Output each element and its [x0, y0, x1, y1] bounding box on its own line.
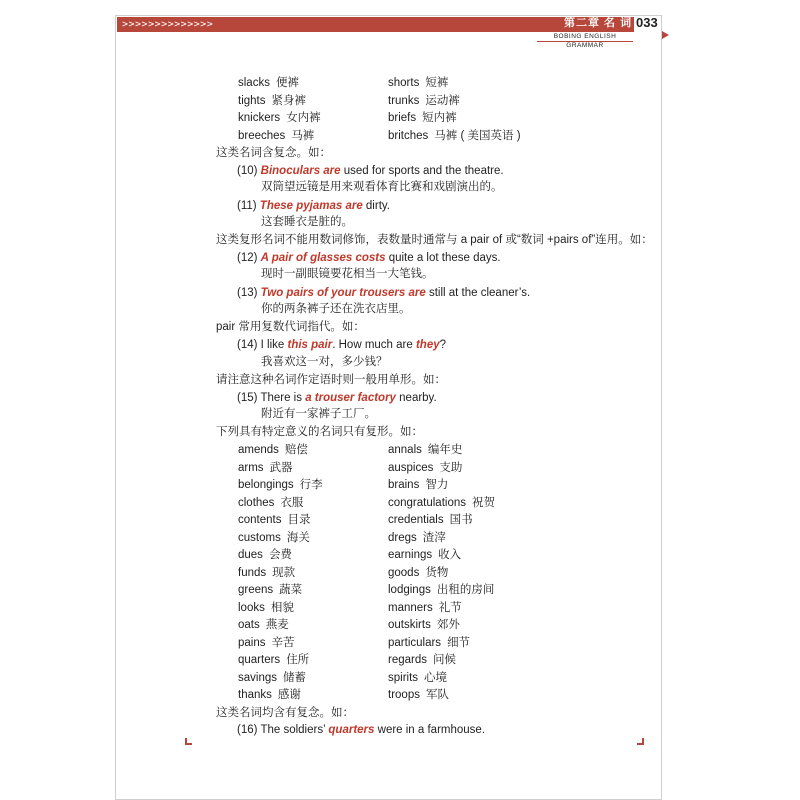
example-text: nearby. [395, 392, 437, 404]
word-entry [388, 495, 495, 511]
word-chinese: 赔偿 [284, 444, 308, 456]
paragraph: 这类复形名词不能用数词修饰，表数量时通常与 a pair of 或“数词 +pairs of”连用。如： [216, 234, 653, 246]
example-11 [237, 198, 390, 214]
paragraph: 这类名词均含有复念。如： [216, 707, 354, 719]
word-chinese: 短裤 [425, 77, 449, 89]
example-text: (15) There is [237, 392, 306, 404]
word-entry [388, 635, 470, 651]
word-english: greens [238, 584, 274, 596]
word-english: thanks [238, 689, 272, 701]
paragraph: 请注意这种名词作定语时则一般用单形。如： [216, 374, 446, 386]
word-entry [238, 547, 292, 563]
highlight-text: A pair of glasses costs [260, 252, 386, 264]
word-chinese: 住所 [286, 654, 310, 666]
word-english: particulars [388, 636, 442, 649]
word-english: clothes [238, 496, 275, 509]
example-text: (16) The soldiers’ [237, 724, 329, 736]
example-text: ? [439, 339, 447, 351]
word-english: oats [238, 619, 260, 631]
header-subtitle: BOBING ENGLISH GRAMMAR [537, 32, 633, 42]
paragraph: 这类名词含复念。如： [216, 147, 331, 159]
word-english: dues [238, 549, 263, 561]
word-chinese: 国书 [449, 514, 473, 526]
word-entry [388, 128, 521, 144]
word-english: quarters [238, 654, 281, 666]
example-13 [237, 285, 530, 301]
example-text: used for sports and the theatre. [340, 165, 504, 177]
word-chinese: 祝贺 [472, 496, 495, 509]
example-13-translation: 你的两条裤子还在洗衣店里。 [261, 303, 411, 315]
word-entry [388, 687, 449, 703]
word-english: troops [388, 689, 420, 701]
word-english: auspices [388, 461, 434, 474]
word-entry [388, 582, 494, 598]
word-chinese: 感谢 [277, 689, 301, 701]
highlight-text: Binoculars are [260, 165, 341, 177]
word-chinese: 智力 [425, 479, 449, 491]
word-entry [388, 547, 461, 563]
example-16 [237, 722, 485, 738]
example-12-translation: 现时一副眼镜要花相当一大笔钱。 [261, 268, 434, 280]
word-english: earnings [388, 549, 433, 561]
example-text: . How much are [332, 339, 416, 351]
highlight-text: this pair [287, 339, 333, 351]
word-chinese: 心境 [424, 671, 448, 684]
word-english: annals [388, 444, 422, 456]
word-chinese: 现款 [272, 566, 296, 579]
word-entry [238, 495, 303, 511]
paragraph: 下列具有特定意义的名词只有复形。如： [216, 426, 423, 438]
word-entry [238, 75, 299, 91]
word-entry [238, 635, 295, 651]
word-chinese: 相貌 [270, 601, 294, 614]
word-chinese: 货物 [425, 566, 449, 579]
example-14-translation: 我喜欢这一对，多少钱？ [261, 356, 388, 368]
word-english: briefs [388, 112, 417, 125]
word-english: trunks [388, 94, 420, 107]
word-english: tights [238, 94, 266, 107]
word-english: savings [238, 671, 277, 684]
corner-mark-left [185, 738, 192, 745]
word-entry [238, 670, 306, 686]
word-english: knickers [238, 112, 281, 125]
page-number: 033 [636, 15, 658, 30]
word-entry [238, 442, 308, 458]
word-chinese: 问候 [433, 654, 456, 666]
example-number: (10) [237, 165, 261, 177]
highlight-text: a trouser factory [305, 392, 396, 404]
word-entry [238, 128, 314, 144]
word-entry [238, 652, 309, 668]
word-english: britches [388, 129, 429, 142]
example-number: (11) [237, 200, 260, 212]
word-english: brains [388, 479, 420, 491]
word-chinese: 储蓄 [283, 671, 306, 684]
example-14 [237, 337, 446, 353]
word-entry [238, 687, 301, 703]
word-entry [238, 512, 310, 528]
highlight-text: These pyjamas are [259, 200, 363, 212]
word-entry [388, 460, 462, 476]
word-chinese: 海关 [286, 531, 310, 544]
word-entry [388, 600, 462, 616]
word-entry [388, 670, 447, 686]
word-english: slacks [238, 77, 270, 89]
word-entry [388, 617, 460, 633]
word-english: goods [388, 566, 420, 579]
example-text: dirty. [362, 200, 390, 212]
word-chinese: 郊外 [436, 619, 460, 631]
chapter-title: 第二章 名 词 [564, 17, 633, 29]
word-chinese: 目录 [287, 514, 311, 526]
word-chinese: 马裤 ( 美国英语 ) [434, 129, 521, 142]
word-chinese: 渣滓 [422, 531, 446, 544]
word-english: contents [238, 514, 282, 526]
word-english: funds [238, 566, 267, 579]
word-english: looks [238, 601, 265, 614]
word-english: manners [388, 601, 433, 614]
word-chinese: 编年史 [427, 444, 463, 456]
word-english: regards [388, 654, 427, 666]
example-text: still at the cleaner’s. [425, 287, 531, 299]
word-chinese: 衣服 [280, 496, 304, 509]
word-entry [238, 600, 294, 616]
word-chinese: 燕麦 [265, 619, 289, 631]
example-11-translation: 这套睡衣是脏的。 [261, 216, 353, 228]
word-chinese: 礼节 [438, 601, 462, 614]
word-chinese: 军队 [425, 689, 449, 701]
word-chinese: 出租的房间 [436, 584, 495, 596]
word-chinese: 运动裤 [425, 94, 460, 107]
word-english: arms [238, 461, 264, 474]
word-english: belongings [238, 479, 294, 491]
word-chinese: 蔬菜 [279, 584, 303, 596]
highlight-text: quarters [328, 724, 375, 736]
word-chinese: 辛苦 [271, 636, 295, 649]
example-text: quite a lot these days. [385, 252, 501, 264]
example-number: (13) [237, 287, 261, 299]
word-entry [238, 617, 289, 633]
word-chinese: 紧身裤 [271, 94, 306, 107]
word-english: credentials [388, 514, 444, 526]
word-chinese: 武器 [269, 461, 293, 474]
example-text: were in a farmhouse. [374, 724, 486, 736]
word-entry [388, 442, 462, 458]
word-entry [388, 512, 473, 528]
word-chinese: 便裤 [275, 77, 299, 89]
word-english: amends [238, 444, 279, 456]
word-entry [388, 530, 446, 546]
highlight-text: they [415, 339, 440, 351]
highlight-text: Two pairs of your trousers are [260, 287, 426, 299]
word-entry [238, 477, 323, 493]
word-entry [388, 652, 456, 668]
paragraph: pair 常用复数代词指代。如： [216, 321, 365, 333]
example-10 [237, 163, 504, 179]
word-chinese: 马裤 [291, 129, 315, 142]
word-chinese: 细节 [447, 636, 471, 649]
word-chinese: 短内裤 [422, 112, 457, 125]
word-entry [388, 110, 457, 126]
word-chinese: 女内裤 [286, 112, 321, 125]
word-english: outskirts [388, 619, 431, 631]
word-entry [238, 460, 293, 476]
example-10-translation: 双筒望远镜是用来观看体育比赛和戏剧演出的。 [261, 181, 503, 193]
header-arrow-icon [662, 31, 669, 39]
word-chinese: 收入 [438, 549, 462, 561]
corner-mark-right [637, 738, 644, 745]
word-chinese: 会费 [268, 549, 292, 561]
word-english: breeches [238, 129, 286, 142]
word-entry [388, 477, 448, 493]
word-entry [238, 565, 295, 581]
word-english: shorts [388, 77, 420, 89]
word-entry [238, 530, 310, 546]
word-english: spirits [388, 671, 419, 684]
header-arrows: >>>>>>>>>>>>>> [122, 19, 214, 30]
word-chinese: 支助 [439, 461, 463, 474]
word-entry [238, 110, 321, 126]
word-english: customs [238, 531, 281, 544]
word-english: pains [238, 636, 266, 649]
example-text: (14) I like [237, 339, 288, 351]
example-12 [237, 250, 501, 266]
word-entry [388, 93, 460, 109]
example-15 [237, 390, 437, 406]
word-english: lodgings [388, 584, 431, 596]
word-entry [238, 582, 302, 598]
word-chinese: 行李 [299, 479, 323, 491]
example-number: (12) [237, 252, 261, 264]
word-english: congratulations [388, 496, 466, 509]
word-entry [388, 75, 448, 91]
example-15-translation: 附近有一家裤子工厂。 [261, 408, 376, 420]
word-entry [238, 93, 306, 109]
word-entry [388, 565, 448, 581]
word-english: dregs [388, 531, 417, 544]
